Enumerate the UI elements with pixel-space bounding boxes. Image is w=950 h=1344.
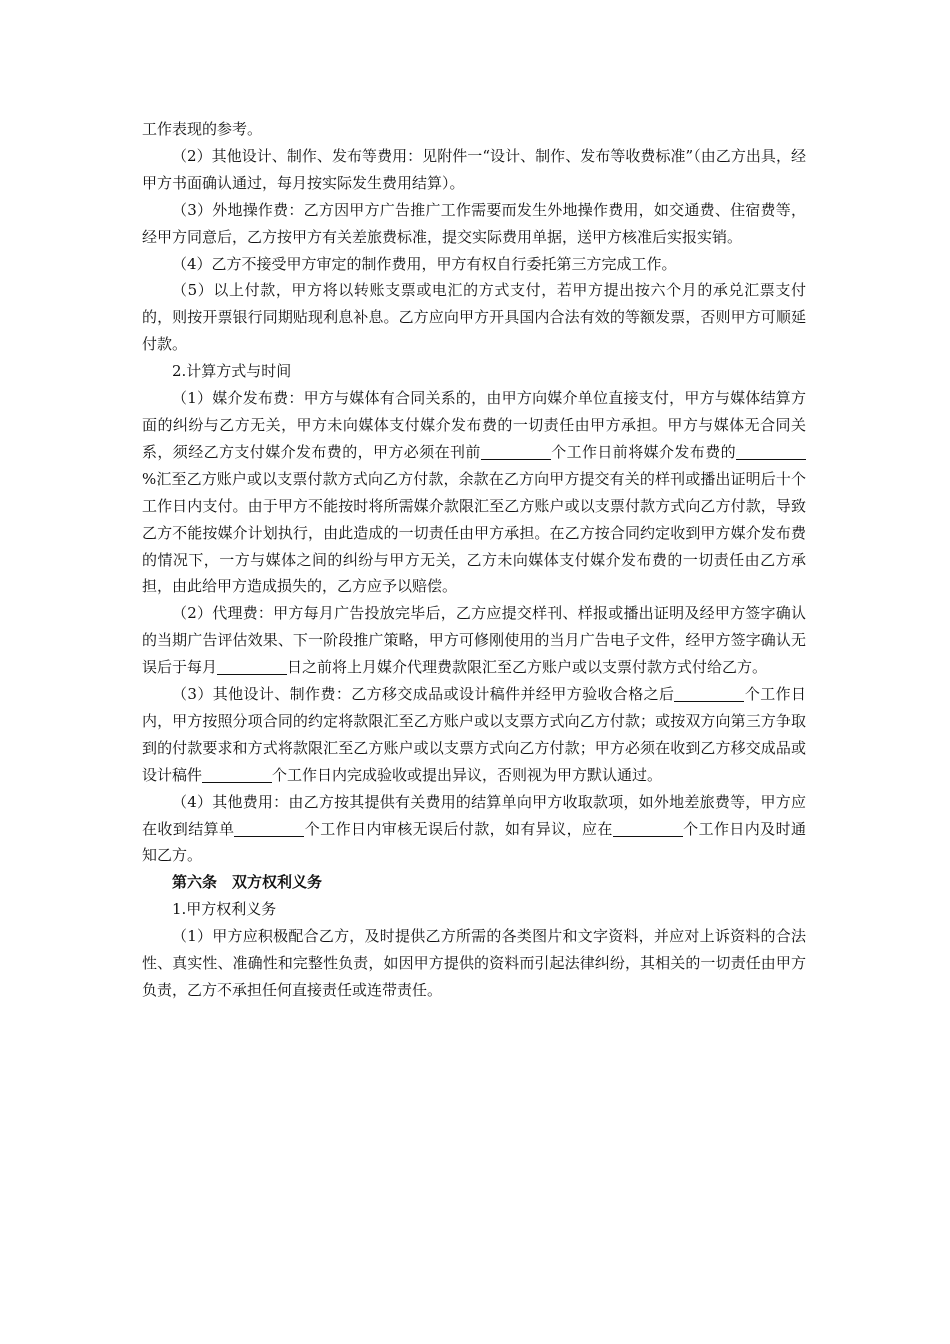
text-segment: （4）其他费用：由乙方按其提供有关费用的结算单向甲方收取款项，如外地差旅费等，甲方应在收到结算单 bbox=[142, 792, 806, 838]
text-segment: 个工作日前将媒介发布费的 bbox=[550, 442, 736, 461]
text-segment: %汇至乙方账户或以支票付款方式向乙方付款，余款在乙方向甲方提交有关的样刊或播出证明后十个工作日内支付。由于甲方不能按时将所需媒介款限汇至乙方账户或以支票付款方式向乙方付款，导致乙方不能按媒介计划执行，由此造成的一切责任由甲方承担。在乙方按合同约定收到甲方媒介发布费的情况下，一方与媒体之间的纠纷与甲方无关，乙方未向媒体支付媒介发布费的一切责任由乙方承担，由此给甲方造成损失的，乙方应予以赔偿。 bbox=[142, 469, 806, 596]
text-segment: 日之前将上月媒介代理费款限汇至乙方账户或以支票付款方式付给乙方。 bbox=[287, 658, 768, 677]
paragraph-agency-fee bbox=[142, 600, 806, 681]
fill-blank[interactable] bbox=[217, 658, 287, 675]
fill-blank[interactable] bbox=[613, 820, 683, 837]
document-body bbox=[142, 116, 806, 1004]
fill-blank[interactable] bbox=[674, 685, 744, 702]
paragraph-party-a-obligation: （1）甲方应积极配合乙方，及时提供乙方所需的各类图片和文字资料，并应对上诉资料的合法性、真实性、准确性和完整性负责，如因甲方提供的资料而引起法律纠纷，其相关的一切责任由甲方负责，乙方不承担任何直接责任或连带责任。 bbox=[142, 927, 806, 999]
text-segment: （3）其他设计、制作费：乙方移交成品或设计稿件并经甲方验收合格之后 bbox=[172, 685, 675, 704]
paragraph-intro: 工作表现的参考。 bbox=[142, 120, 263, 138]
fill-blank[interactable] bbox=[202, 766, 272, 783]
text-segment: 个工作日内及时通知乙方。 bbox=[142, 819, 806, 865]
text-segment: 个工作日内审核无误后付款，如有异议，应在 bbox=[304, 819, 613, 838]
text-segment: （1）媒介发布费：甲方与媒体有合同关系的，由甲方向媒介单位直接支付，甲方与媒体结算方面的纠纷与乙方无关，甲方未向媒体支付媒介发布费的一切责任由甲方承担。甲方与媒体无合同关系，须经乙方支付媒介发布费的，甲方必须在刊前 bbox=[142, 389, 806, 461]
paragraph-production-fees: （4）乙方不接受甲方审定的制作费用，甲方有权自行委托第三方完成工作。 bbox=[172, 254, 677, 273]
text-segment: 个工作日内，甲方按照分项合同的约定将款限汇至乙方账户或以支票方式向乙方付款；或按双方向第三方争取到的付款要求和方式将款限汇至乙方账户或以支票方式向乙方付款；甲方必须在收到乙方移交成品或设计稿件 bbox=[142, 685, 806, 784]
paragraph-other-fees: （2）其他设计、制作、发布等费用：见附件一“设计、制作、发布等收费标准”（由乙方出具，经甲方书面确认通过，每月按实际发生费用结算）。 bbox=[142, 146, 806, 192]
fill-blank[interactable] bbox=[234, 820, 304, 837]
text-segment: （2）代理费：甲方每月广告投放完毕后，乙方应提交样刊、样报或播出证明及经甲方签字确认的当期广告评估效果、下一阶段推广策略，甲方可修刚使用的当月广告电子文件，经甲方签字确认无误后于每月 bbox=[142, 604, 806, 677]
paragraph-design-fee bbox=[142, 681, 806, 789]
paragraph-misc-fee bbox=[142, 789, 806, 870]
article-heading: 第六条 双方权利义务 bbox=[172, 873, 323, 892]
paragraph-payment-method: （5）以上付款，甲方将以转账支票或电汇的方式支付，若甲方提出按六个月的承兑汇票支付的，则按开票银行同期贴现利息补息。乙方应向甲方开具国内合法有效的等额发票，否则甲方可顺延付款。 bbox=[142, 281, 806, 354]
fill-blank[interactable] bbox=[481, 443, 551, 460]
section-heading-calculation: 2.计算方式与时间 bbox=[172, 362, 292, 381]
paragraph-travel-fees: （3）外地操作费：乙方因甲方广告推广工作需要而发生外地操作费用，如交通费、住宿费等，经甲方同意后，乙方按甲方有关差旅费标准，提交实际费用单据，送甲方核准后实报实销。 bbox=[142, 200, 806, 246]
text-segment: 个工作日内完成验收或提出异议，否则视为甲方默认通过。 bbox=[272, 765, 663, 784]
paragraph-media-fee bbox=[142, 385, 806, 600]
section-heading-party-a: 1.甲方权利义务 bbox=[172, 900, 277, 919]
fill-blank[interactable] bbox=[736, 443, 806, 460]
